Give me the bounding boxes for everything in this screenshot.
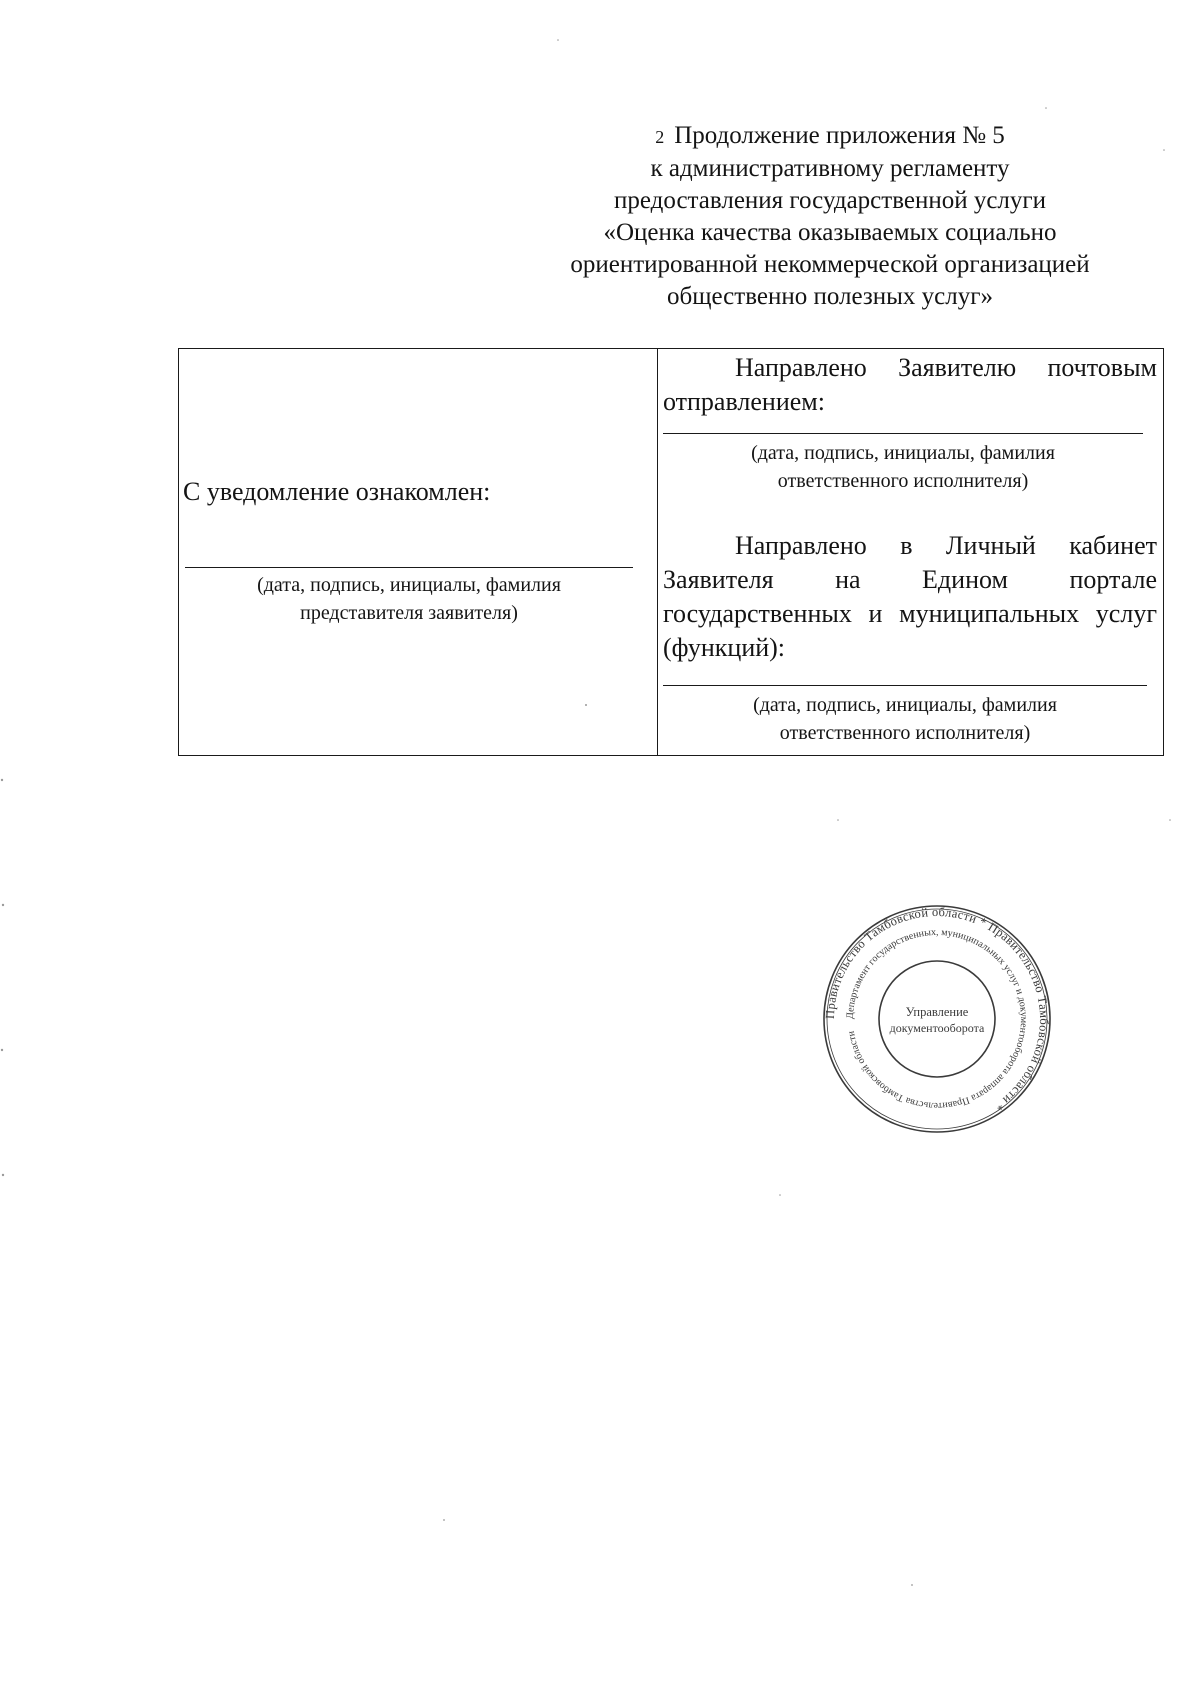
caption-line: (дата, подпись, инициалы, фамилия [751, 442, 1055, 464]
header-line-3: предоставления государственной услуги [613, 187, 1047, 214]
caption-line: представителя заявителя) [300, 602, 518, 624]
right-column [659, 349, 1163, 755]
postal-delivery-text: Направлено Заявителю почтовым отправлением: [663, 353, 1157, 416]
page-number: 2 [655, 127, 665, 147]
stamp-center-line-2: документооборота [889, 1021, 985, 1035]
caption-line: ответственного исполнителя) [779, 722, 1031, 744]
applicant-signature-line [185, 567, 633, 568]
portal-delivery-text: Направлено в Личный кабинет Заявителя на Едином портале государственных и муниципальных услуг (функций): [663, 531, 1157, 662]
header-line-2: к административному регламенту [650, 155, 1010, 182]
stamp-outer-text: Правительство Тамбовской области * Правительство Тамбовской области * [822, 904, 1052, 1114]
stamp-middle-text: Департамент государственных, муниципальных услуг и документооборота аппарата Правительства Тамбовской области [844, 926, 1030, 1112]
caption-line: (дата, подпись, инициалы, фамилия [753, 694, 1057, 716]
acknowledgement-table [178, 348, 1164, 756]
portal-signature-line [663, 685, 1147, 686]
portal-signature-caption [663, 691, 1147, 747]
stamp-center-line-1: Управление [905, 1005, 969, 1019]
appendix-header [530, 120, 1130, 313]
header-text: Продолжение приложения № 5 [674, 122, 1005, 149]
acknowledged-label: С уведомление ознакомлен: [183, 477, 491, 506]
official-stamp [822, 904, 1052, 1134]
caption-line: ответственного исполнителя) [777, 470, 1029, 492]
caption-line: (дата, подпись, инициалы, фамилия [257, 574, 561, 596]
postal-signature-line [663, 433, 1143, 434]
header-line-1 [530, 120, 1130, 153]
applicant-signature-caption [185, 571, 633, 627]
header-line-5: ориентированной некоммерческой организацией [570, 251, 1090, 278]
header-line-4: «Оценка качества оказываемых социально [603, 219, 1057, 246]
header-line-6: общественно полезных услуг» [666, 283, 994, 310]
column-divider [657, 349, 658, 755]
postal-signature-caption [663, 439, 1143, 495]
